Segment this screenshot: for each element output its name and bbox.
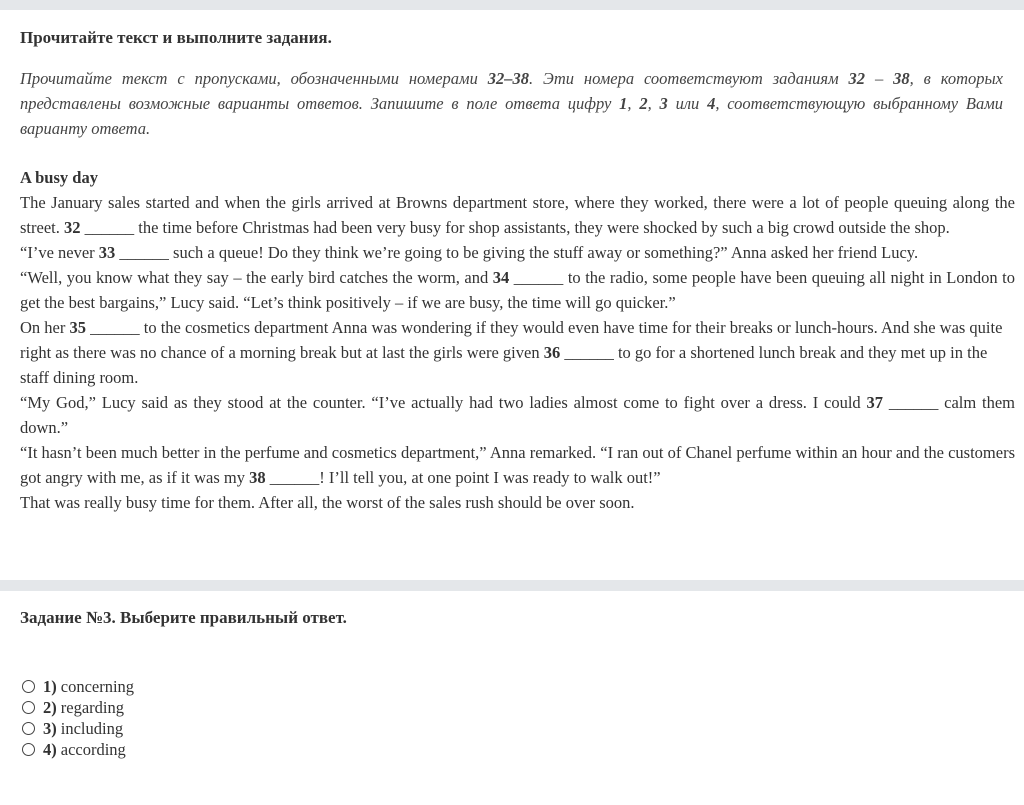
option-number: 3) (43, 718, 57, 738)
instruction-text: , соответствующую выбранному Вами варианту ответа. (20, 94, 1004, 138)
gap-blank: ______ (119, 243, 169, 262)
task-range: 32–38 (487, 69, 529, 88)
paragraph (20, 190, 1015, 240)
passage-text: “My God,” Lucy said as they stood at the counter. “I’ve actually had two ladies almost come to fight over a dress. I could (20, 393, 867, 412)
passage-text: to the cosmetics department Anna was wondering if they would even have time for their breaks or lunch-hours. And she was quite right as there was no chance of a morning break but at last the girls were given (20, 318, 1003, 362)
gap-blank: ______ (84, 218, 135, 237)
task-heading: Прочитайте текст и выполните задания. (20, 28, 332, 47)
passage-text: On her (20, 318, 70, 337)
paragraph (20, 315, 1015, 390)
gap-blank: ______ (513, 268, 564, 287)
passage-text: “I’ve never (20, 243, 99, 262)
gap-number: 34 (492, 268, 510, 287)
gap-number: 32 (63, 218, 81, 237)
answer-option-2[interactable] (22, 697, 134, 718)
instructions (20, 66, 1003, 141)
answer-option-3[interactable] (22, 718, 134, 739)
gap-number: 37 (866, 393, 883, 412)
passage-text: ! I’ll tell you, at one point I was ready to walk out!” (319, 468, 661, 487)
instruction-text: Прочитайте текст с пропусками, обозначенными номерами (20, 69, 488, 88)
passage-text: to the radio, some people have been queuing all night in London to get the best bargains,” Lucy said. “Let’s think positively – if we are busy, the time will go quicker.” (20, 268, 1015, 312)
paragraph (20, 265, 1015, 315)
passage-text: to go for a shortened lunch break and they met up in the staff dining room. (20, 343, 988, 387)
option-label: concerning (60, 676, 135, 696)
instruction-text: . Эти номера соответствуют заданиям (528, 69, 849, 88)
paragraph: That was really busy time for them. After all, the worst of the sales rush should be over soon. (20, 493, 635, 512)
answer-digit: 3 (659, 94, 668, 113)
gap-blank: ______ (564, 343, 614, 362)
instruction-text: , (647, 94, 660, 113)
radio-button[interactable] (22, 680, 35, 693)
gap-number: 33 (98, 243, 116, 262)
task-number: 38 (893, 69, 910, 88)
paragraph (20, 240, 1015, 265)
passage-text: the time before Christmas had been very busy for shop assistants, they were shocked by such a big crowd outside the shop. (134, 218, 950, 237)
answer-options (22, 676, 134, 760)
option-label: regarding (60, 697, 124, 717)
option-label: according (60, 739, 126, 759)
radio-button[interactable] (22, 701, 35, 714)
answer-option-4[interactable] (22, 739, 134, 760)
gap-number: 38 (249, 468, 266, 487)
radio-button[interactable] (22, 722, 35, 735)
paragraph (20, 390, 1015, 440)
gap-number: 35 (69, 318, 86, 337)
gap-blank: ______ (269, 468, 320, 487)
option-label: including (60, 718, 124, 738)
instruction-text: , в которых представлены возможные варианты ответов. Запишите в поле ответа цифру (20, 69, 1003, 113)
passage-title: A busy day (20, 168, 98, 187)
answer-digit: 4 (707, 94, 716, 113)
answer-digit: 2 (639, 94, 648, 113)
answer-option-1[interactable] (22, 676, 134, 697)
reading-passage (20, 165, 1015, 515)
gap-number: 36 (543, 343, 561, 362)
question-heading: Задание №3. Выберите правильный ответ. (20, 608, 347, 627)
gap-blank: ______ (90, 318, 140, 337)
top-divider (0, 0, 1024, 10)
option-number: 2) (43, 697, 57, 717)
gap-blank: ______ (888, 393, 939, 412)
passage-text: calm them down.” (20, 393, 1016, 437)
option-number: 4) (43, 739, 57, 759)
passage-text: “It hasn’t been much better in the perfume and cosmetics department,” Anna remarked. “I ran out of Chanel perfume within an hour and the customers got angry with me, as if it was my (20, 443, 1015, 487)
instruction-dash: – (865, 69, 894, 88)
passage-text: such a queue! Do they think we’re going to be giving the stuff away or something?” Anna asked her friend Lucy. (168, 243, 919, 262)
section-divider (0, 580, 1024, 591)
answer-digit: 1 (619, 94, 628, 113)
passage-text: The January sales started and when the girls arrived at Browns department store, where they worked, there were a lot of people queuing along the street. (20, 193, 1015, 237)
passage-text: “Well, you know what they say – the early bird catches the worm, and (20, 268, 493, 287)
instruction-text: , (627, 94, 640, 113)
task-number: 32 (848, 69, 866, 88)
option-number: 1) (43, 676, 57, 696)
radio-button[interactable] (22, 743, 35, 756)
instruction-text: или (667, 94, 708, 113)
paragraph (20, 440, 1015, 490)
